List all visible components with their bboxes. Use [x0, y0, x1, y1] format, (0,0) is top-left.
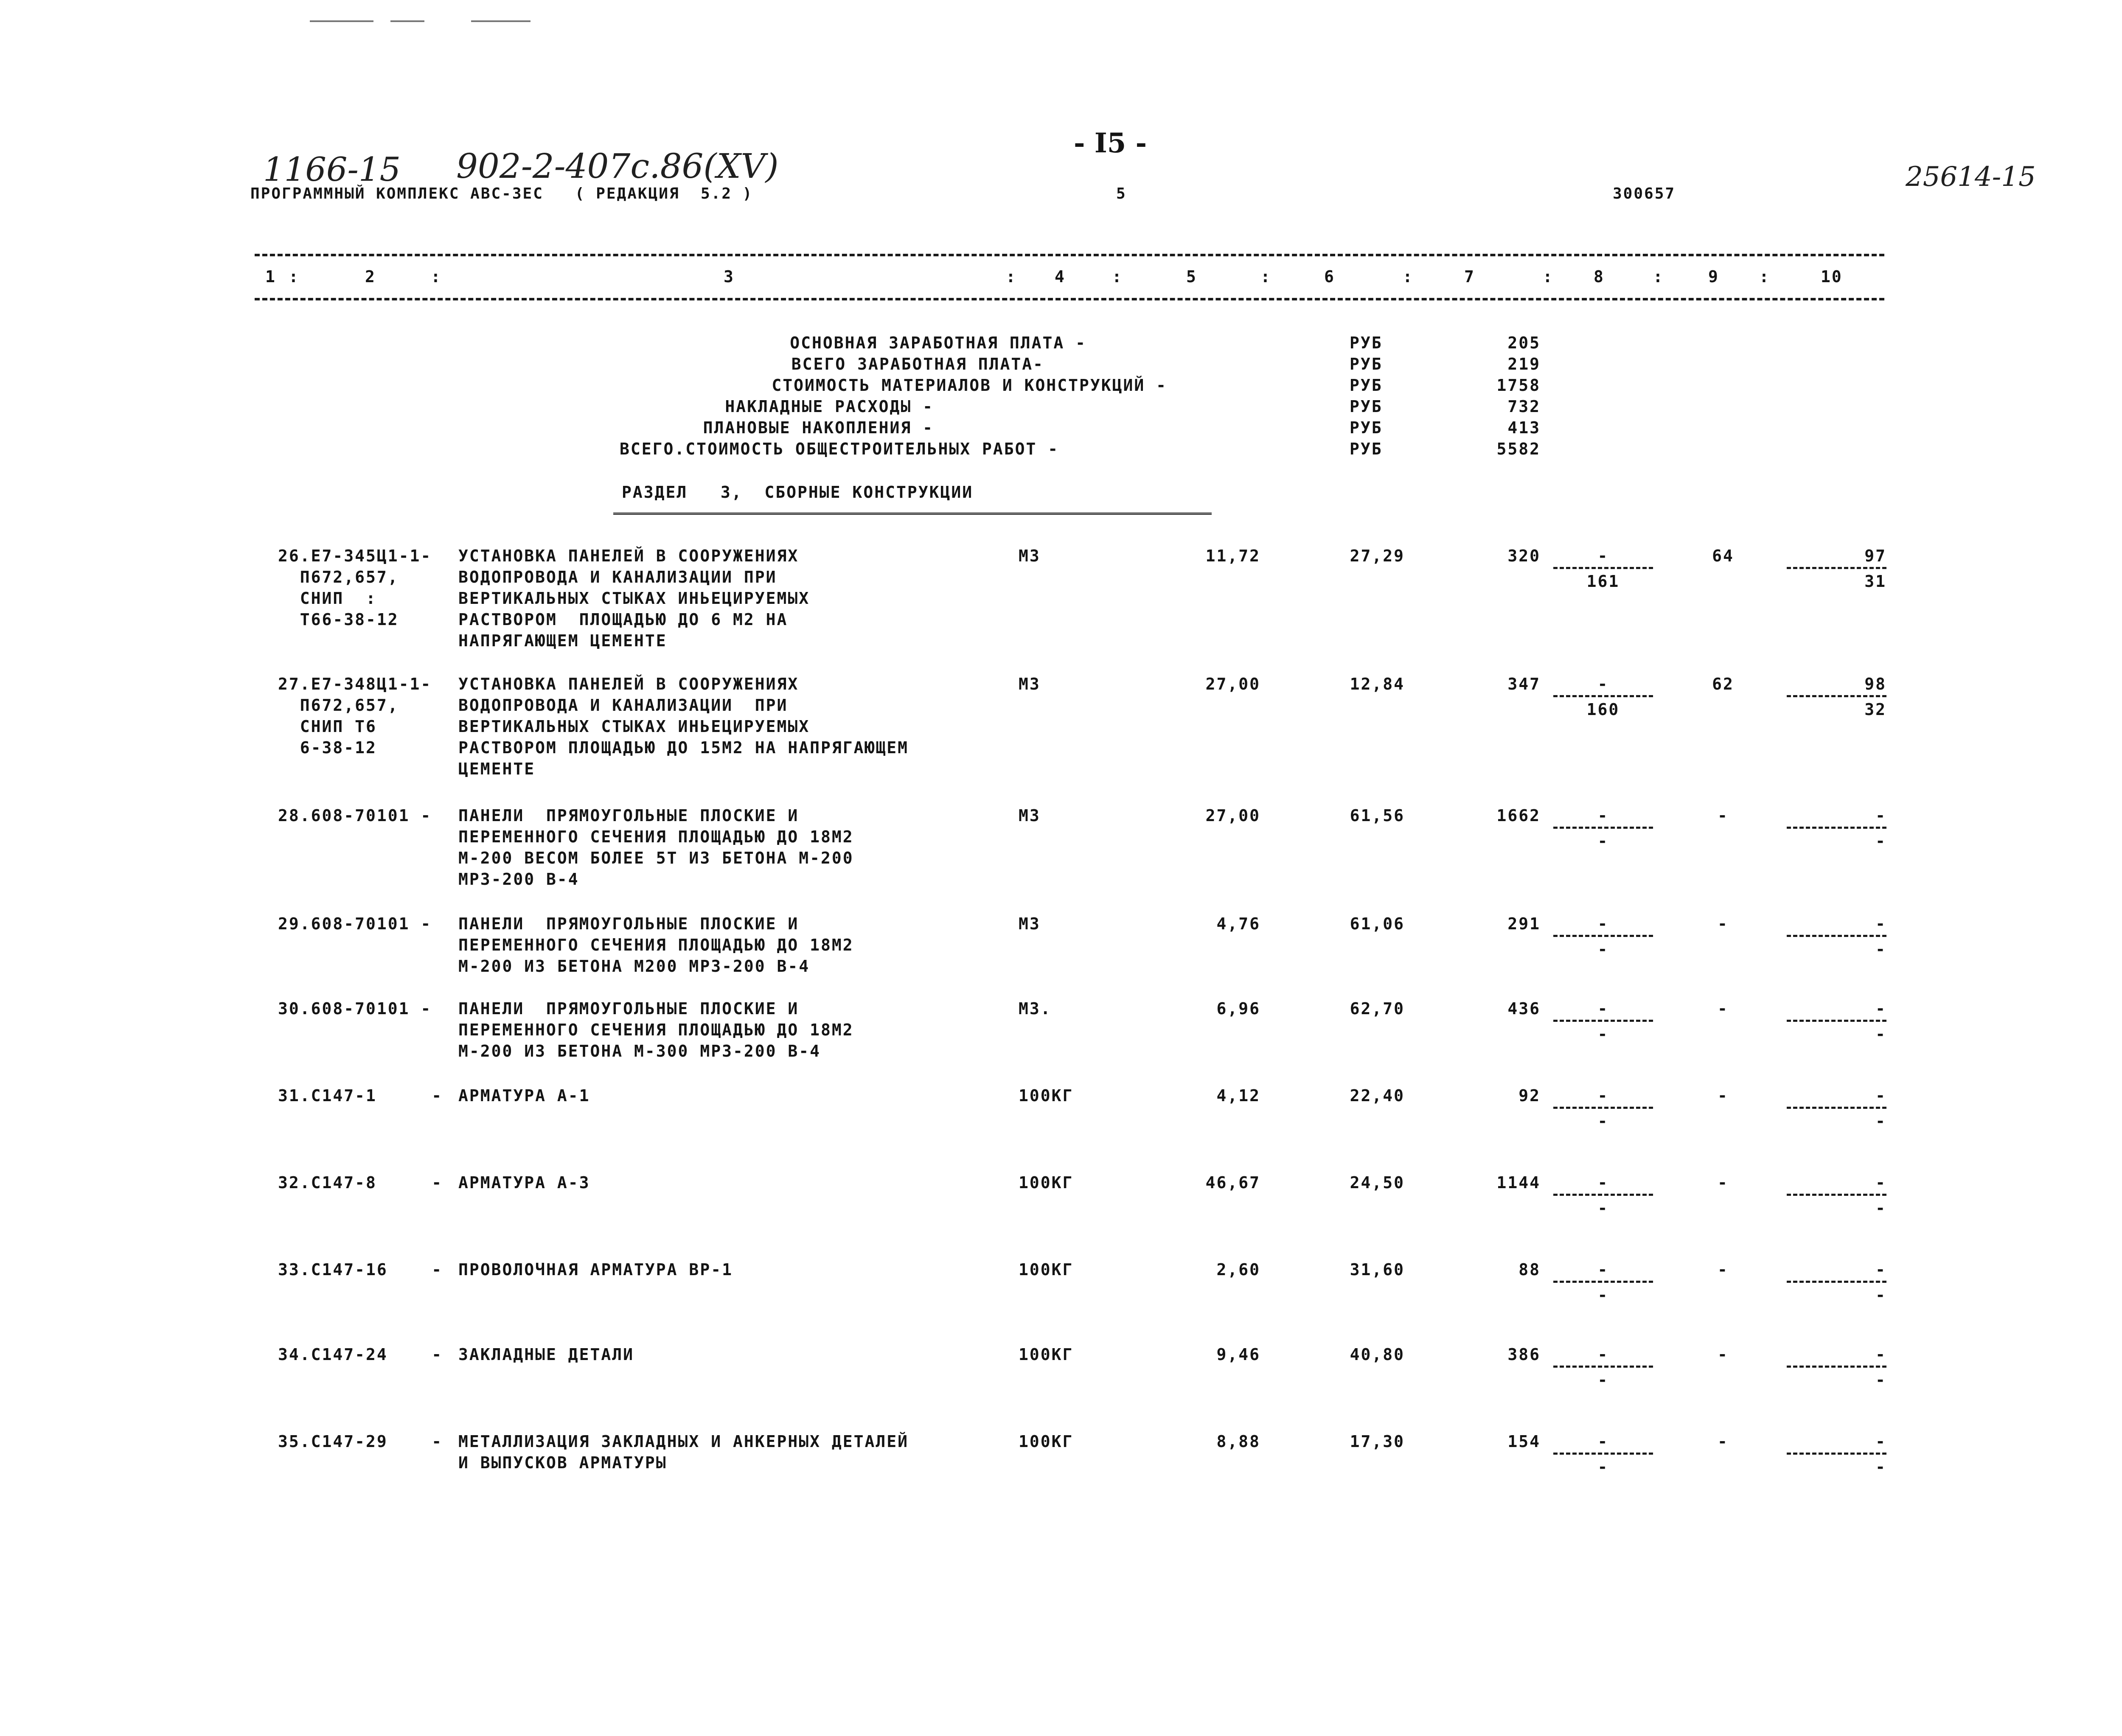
row-description: ПАНЕЛИ ПРЯМОУГОЛЬНЫЕ ПЛОСКИЕ И [458, 914, 799, 933]
row-description: МРЗ-200 В-4 [458, 870, 579, 889]
row-quantity: 6,96 [1216, 999, 1260, 1018]
fraction-divider [1553, 1107, 1653, 1109]
row-total-cost: 320 [1507, 547, 1541, 565]
document-code: 300657 [1613, 185, 1676, 202]
row-code: 32.С147-8 - [278, 1173, 443, 1192]
scan-mark [310, 20, 373, 22]
total-value: 205 [1507, 334, 1541, 352]
fraction-divider [1787, 1281, 1886, 1283]
row-description: ПАНЕЛИ ПРЯМОУГОЛЬНЫЕ ПЛОСКИЕ И [458, 806, 799, 825]
column-header-row [0, 267, 2122, 289]
column-separator: : [1403, 267, 1414, 286]
row-col8-top: - [1597, 806, 1609, 825]
fraction-divider [1787, 1107, 1886, 1109]
row-code: 6-38-12 [278, 738, 377, 757]
section-title: РАЗДЕЛ 3, СБОРНЫЕ КОНСТРУКЦИИ [622, 483, 974, 502]
row-quantity: 2,60 [1216, 1260, 1260, 1279]
fraction-divider [1553, 1281, 1653, 1283]
section-title-underline [613, 513, 1212, 516]
row-code: 29.608-70101 - [278, 914, 432, 933]
row-code: П672,657, [278, 568, 399, 586]
header-rule-top [255, 254, 1884, 256]
row-total-cost: 154 [1507, 1432, 1541, 1451]
total-unit: РУБ [1350, 397, 1383, 416]
row-col8-top: - [1597, 675, 1609, 693]
fraction-divider [1787, 1366, 1886, 1368]
fraction-divider [1553, 1366, 1653, 1368]
row-total-cost: 1144 [1496, 1173, 1541, 1192]
fraction-divider [1553, 935, 1653, 937]
fraction-divider [1787, 1194, 1886, 1196]
row-quantity: 46,67 [1205, 1173, 1260, 1192]
page-number: - I5 - [1074, 127, 1147, 159]
row-code: 34.С147-24 - [278, 1345, 443, 1364]
grand-total-value: 5582 [1496, 440, 1541, 458]
row-col9: - [1718, 806, 1729, 825]
row-col9: - [1718, 1086, 1729, 1105]
row-code: 35.С147-29 - [278, 1432, 443, 1451]
row-col8-bottom: - [1597, 832, 1609, 850]
total-value: 732 [1507, 397, 1541, 416]
column-header-5: 5 [1186, 267, 1197, 286]
row-description: ВОДОПРОВОДА И КАНАЛИЗАЦИИ ПРИ [458, 696, 788, 715]
row-col8-top: - [1597, 1432, 1609, 1451]
fraction-divider [1553, 1194, 1653, 1196]
scan-mark [390, 20, 424, 22]
row-col8-top: - [1597, 1173, 1609, 1192]
row-description: АРМАТУРА А-1 [458, 1086, 590, 1105]
row-code: СНИП : [278, 589, 377, 608]
row-col10-bottom: - [1875, 1199, 1886, 1217]
row-description: РАСТВОРОМ ПЛОЩАДЬЮ ДО 6 М2 НА [458, 610, 788, 629]
column-header-1: 1 [265, 267, 276, 286]
row-col10-top: - [1875, 806, 1886, 825]
row-col10-top: - [1875, 1173, 1886, 1192]
row-col10-bottom: - [1875, 1458, 1886, 1476]
fraction-divider [1553, 827, 1653, 829]
row-col10-top: - [1875, 1432, 1886, 1451]
row-unit: 100КГ [1019, 1173, 1074, 1192]
row-code: 28.608-70101 - [278, 806, 432, 825]
row-col8-top: - [1597, 1260, 1609, 1279]
fraction-divider [1553, 1453, 1653, 1455]
row-code: 33.С147-16 - [278, 1260, 443, 1279]
fraction-divider [1787, 935, 1886, 937]
row-col8-bottom: - [1597, 940, 1609, 959]
row-unit: 100КГ [1019, 1086, 1074, 1105]
row-unit-price: 31,60 [1350, 1260, 1405, 1279]
row-code: 27.Е7-348Ц1-1- [278, 675, 432, 693]
row-unit-price: 61,56 [1350, 806, 1405, 825]
row-description: ПЕРЕМЕННОГО СЕЧЕНИЯ ПЛОЩАДЬЮ ДО 18М2 [458, 827, 854, 846]
column-separator: : [1759, 267, 1770, 286]
row-quantity: 27,00 [1205, 806, 1260, 825]
row-unit: 100КГ [1019, 1260, 1074, 1279]
row-col8-top: - [1597, 1086, 1609, 1105]
row-description: НАПРЯГАЮЩЕМ ЦЕМЕНТЕ [458, 631, 667, 650]
row-col8-bottom: - [1597, 1199, 1609, 1217]
column-header-9: 9 [1708, 267, 1719, 286]
row-col10-bottom: - [1875, 1371, 1886, 1389]
row-col10-bottom: - [1875, 940, 1886, 959]
row-col8-bottom: - [1597, 1286, 1609, 1304]
row-code: 30.608-70101 - [278, 999, 432, 1018]
total-label: ПЛАНОВЫЕ НАКОПЛЕНИЯ - [703, 418, 934, 437]
row-unit-price: 62,70 [1350, 999, 1405, 1018]
column-header-8: 8 [1594, 267, 1605, 286]
row-quantity: 27,00 [1205, 675, 1260, 693]
column-separator: : [1112, 267, 1123, 286]
row-unit-price: 27,29 [1350, 547, 1405, 565]
row-unit: М3 [1019, 547, 1041, 565]
row-description: И ВЫПУСКОВ АРМАТУРЫ [458, 1453, 667, 1472]
fraction-divider [1787, 567, 1886, 569]
row-col8-top: - [1597, 999, 1609, 1018]
row-unit-price: 61,06 [1350, 914, 1405, 933]
row-unit-price: 22,40 [1350, 1086, 1405, 1105]
row-col10-top: - [1875, 1260, 1886, 1279]
total-unit: РУБ [1350, 355, 1383, 373]
row-description: АРМАТУРА А-3 [458, 1173, 590, 1192]
row-col10-bottom: 31 [1864, 572, 1886, 591]
row-col10-bottom: - [1875, 1025, 1886, 1043]
total-unit: РУБ [1350, 334, 1383, 352]
row-col9: - [1718, 1432, 1729, 1451]
row-unit: 100КГ [1019, 1432, 1074, 1451]
row-col9: - [1718, 914, 1729, 933]
fraction-divider [1553, 695, 1653, 697]
handwritten-sheet-number: 1166-15 [263, 151, 401, 189]
total-value: 1758 [1496, 376, 1541, 395]
row-description: М-200 ИЗ БЕТОНА М200 МРЗ-200 В-4 [458, 957, 810, 976]
row-total-cost: 347 [1507, 675, 1541, 693]
row-quantity: 8,88 [1216, 1432, 1260, 1451]
row-code: Т66-38-12 [278, 610, 399, 629]
row-description: РАСТВОРОМ ПЛОЩАДЬЮ ДО 15М2 НА НАПРЯГАЮЩЕМ [458, 738, 909, 757]
row-col10-top: - [1875, 999, 1886, 1018]
row-quantity: 11,72 [1205, 547, 1260, 565]
row-code: 26.Е7-345Ц1-1- [278, 547, 432, 565]
scan-mark [471, 20, 530, 22]
row-col8-top: - [1597, 1345, 1609, 1364]
row-description: ПЕРЕМЕННОГО СЕЧЕНИЯ ПЛОЩАДЬЮ ДО 18М2 [458, 936, 854, 954]
fraction-divider [1553, 1020, 1653, 1022]
total-label: СТОИМОСТЬ МАТЕРИАЛОВ И КОНСТРУКЦИЙ - [772, 376, 1167, 395]
row-description: ПЕРЕМЕННОГО СЕЧЕНИЯ ПЛОЩАДЬЮ ДО 18М2 [458, 1021, 854, 1039]
row-total-cost: 436 [1507, 999, 1541, 1018]
row-unit-price: 24,50 [1350, 1173, 1405, 1192]
row-total-cost: 92 [1519, 1086, 1541, 1105]
row-description: МЕТАЛЛИЗАЦИЯ ЗАКЛАДНЫХ И АНКЕРНЫХ ДЕТАЛЕЙ [458, 1432, 909, 1451]
handwritten-project-code: 902-2-407с.86(XV) [456, 146, 779, 186]
row-unit: 100КГ [1019, 1345, 1074, 1364]
row-description: ПАНЕЛИ ПРЯМОУГОЛЬНЫЕ ПЛОСКИЕ И [458, 999, 799, 1018]
row-total-cost: 386 [1507, 1345, 1541, 1364]
row-col10-top: 98 [1864, 675, 1886, 693]
total-value: 219 [1507, 355, 1541, 373]
total-label: ОСНОВНАЯ ЗАРАБОТНАЯ ПЛАТА - [790, 334, 1086, 352]
column-header-2: 2 [365, 267, 376, 286]
column-separator: : [289, 267, 300, 286]
row-description: М-200 ВЕСОМ БОЛЕЕ 5Т ИЗ БЕТОНА М-200 [458, 849, 854, 867]
row-col8-bottom: - [1597, 1112, 1609, 1130]
row-description: УСТАНОВКА ПАНЕЛЕЙ В СООРУЖЕНИЯХ [458, 547, 799, 565]
row-col9: - [1718, 1173, 1729, 1192]
total-label: НАКЛАДНЫЕ РАСХОДЫ - [725, 397, 934, 416]
row-col10-bottom: 32 [1864, 700, 1886, 719]
row-col9: 64 [1712, 547, 1734, 565]
total-value: 413 [1507, 418, 1541, 437]
total-unit: РУБ [1350, 440, 1383, 458]
row-description: УСТАНОВКА ПАНЕЛЕЙ В СООРУЖЕНИЯХ [458, 675, 799, 693]
row-total-cost: 291 [1507, 914, 1541, 933]
fraction-divider [1787, 1453, 1886, 1455]
row-col10-top: - [1875, 1086, 1886, 1105]
row-description: ВЕРТИКАЛЬНЫХ СТЫКАХ ИНЬЕЦИРУЕМЫХ [458, 717, 810, 736]
row-unit-price: 17,30 [1350, 1432, 1405, 1451]
row-description: ВЕРТИКАЛЬНЫХ СТЫКАХ ИНЬЕЦИРУЕМЫХ [458, 589, 810, 608]
row-col10-bottom: - [1875, 832, 1886, 850]
row-col10-top: - [1875, 914, 1886, 933]
row-col10-bottom: - [1875, 1286, 1886, 1304]
header-rule-bottom [255, 298, 1884, 300]
row-unit-price: 40,80 [1350, 1345, 1405, 1364]
row-col8-top: - [1597, 547, 1609, 565]
row-col8-bottom: 160 [1586, 700, 1620, 719]
row-quantity: 4,12 [1216, 1086, 1260, 1105]
row-unit: М3 [1019, 675, 1041, 693]
row-unit: М3 [1019, 914, 1041, 933]
row-col9: 62 [1712, 675, 1734, 693]
row-col8-bottom: 161 [1586, 572, 1620, 591]
row-code: П672,657, [278, 696, 399, 715]
row-code: СНИП Т6 [278, 717, 377, 736]
column-header-4: 4 [1055, 267, 1066, 286]
fraction-divider [1787, 695, 1886, 697]
column-header-10: 10 [1821, 267, 1843, 286]
row-col8-top: - [1597, 914, 1609, 933]
fraction-divider [1553, 567, 1653, 569]
column-separator: : [1006, 267, 1017, 286]
row-col10-bottom: - [1875, 1112, 1886, 1130]
handwritten-archive-number: 25614-15 [1906, 161, 2036, 193]
row-col9: - [1718, 1345, 1729, 1364]
row-col8-bottom: - [1597, 1371, 1609, 1389]
column-separator: : [431, 267, 442, 286]
column-separator: : [1653, 267, 1664, 286]
row-col9: - [1718, 1260, 1729, 1279]
row-total-cost: 88 [1519, 1260, 1541, 1279]
fraction-divider [1787, 827, 1886, 829]
row-code: 31.С147-1 - [278, 1086, 443, 1105]
row-description: ВОДОПРОВОДА И КАНАЛИЗАЦИИ ПРИ [458, 568, 777, 586]
fraction-divider [1787, 1020, 1886, 1022]
column-header-6: 6 [1324, 267, 1335, 286]
row-description: ЦЕМЕНТЕ [458, 760, 536, 778]
row-col9: - [1718, 999, 1729, 1018]
row-col8-bottom: - [1597, 1025, 1609, 1043]
row-quantity: 4,76 [1216, 914, 1260, 933]
grand-total-label: ВСЕГО.СТОИМОСТЬ ОБЩЕСТРОИТЕЛЬНЫХ РАБОТ - [620, 440, 1059, 458]
row-unit: М3. [1019, 999, 1052, 1018]
row-unit-price: 12,84 [1350, 675, 1405, 693]
row-col10-top: 97 [1864, 547, 1886, 565]
total-label: ВСЕГО ЗАРАБОТНАЯ ПЛАТА- [791, 355, 1044, 373]
total-unit: РУБ [1350, 418, 1383, 437]
total-unit: РУБ [1350, 376, 1383, 395]
column-separator: : [1260, 267, 1272, 286]
row-description: М-200 ИЗ БЕТОНА М-300 МРЗ-200 В-4 [458, 1042, 821, 1060]
row-description: ЗАКЛАДНЫЕ ДЕТАЛИ [458, 1345, 634, 1364]
row-total-cost: 1662 [1496, 806, 1541, 825]
row-description: ПРОВОЛОЧНАЯ АРМАТУРА ВР-1 [458, 1260, 733, 1279]
sheet-number: 5 [1116, 185, 1127, 202]
column-header-7: 7 [1464, 267, 1475, 286]
column-header-3: 3 [724, 267, 735, 286]
column-separator: : [1543, 267, 1554, 286]
row-col10-top: - [1875, 1345, 1886, 1364]
program-label: ПРОГРАММНЫЙ КОМПЛЕКС АВС-3ЕС ( РЕДАКЦИЯ 5.2 ) [250, 185, 753, 202]
row-unit: М3 [1019, 806, 1041, 825]
row-quantity: 9,46 [1216, 1345, 1260, 1364]
row-col8-bottom: - [1597, 1458, 1609, 1476]
